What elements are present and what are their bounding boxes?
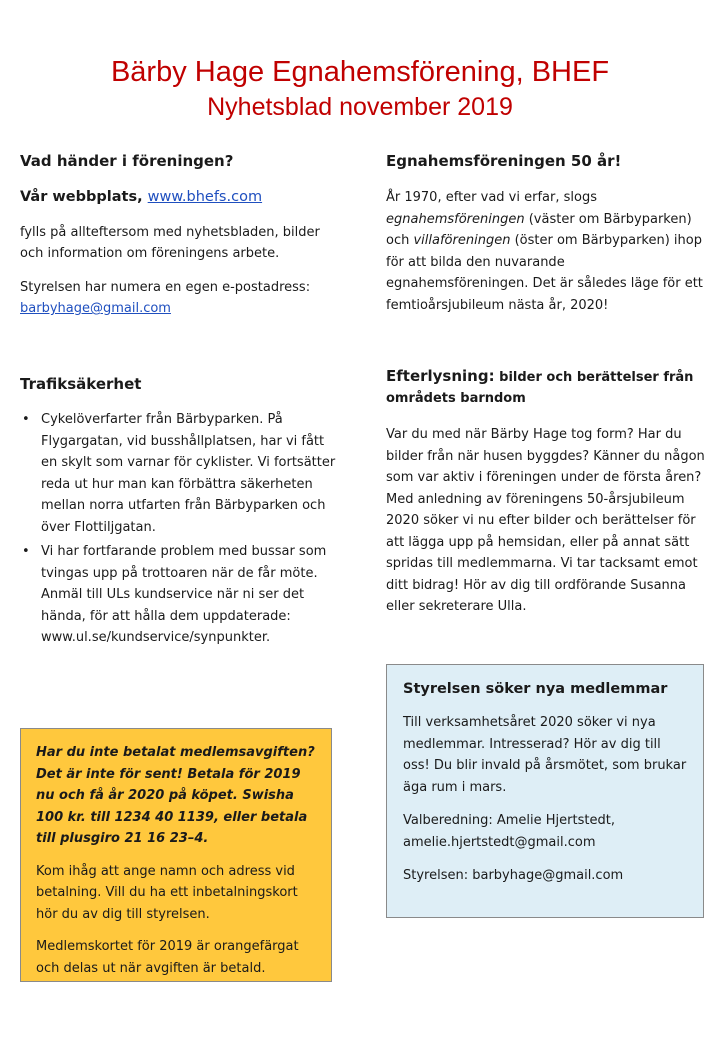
email-intro: Styrelsen har numera en egen e-postadress: bbox=[20, 279, 311, 295]
nomination-committee: Valberedning: Amelie Hjertstedt, bbox=[403, 813, 615, 828]
traffic-list bbox=[20, 409, 338, 649]
text-run: (väster om Bärbyparken) och bbox=[386, 211, 692, 248]
fee-payment-info: Kom ihåg att ange namn och adress vid betalning. Vill du ha ett inbetalningskort hör du av dig till styrelsen. bbox=[36, 863, 298, 922]
text-run: egnahemsföreningen bbox=[386, 211, 525, 227]
section-foreningen bbox=[20, 150, 340, 320]
section-heading: Vad händer i föreningen? bbox=[20, 152, 234, 170]
section-50-ar bbox=[386, 150, 708, 316]
new-members-box bbox=[386, 664, 704, 918]
section-heading: Trafiksäkerhet bbox=[20, 375, 142, 393]
website-description: fylls på allteftersom med nyhetsbladen, bilder och information om föreningens arbete. bbox=[20, 224, 320, 261]
call-for-photos-text: Var du med när Bärby Hage tog form? Har du bilder från när husen byggdes? Känner du någon som var aktiv i föreningen under de första åren? Med anledning av föreningens 50-årsjubileum 2020 söker vi nu efter bilder och berättelser för att lägga upp på hemsidan, eller på annat sätt spridas till medlemmarna. Vi tar tacksamt emot ditt bidrag! Hör av dig till ordförande Susanna eller sekreterare Ulla. bbox=[386, 427, 705, 614]
membership-card-info: Medlemskortet för 2019 är orangefärgat och delas ut när avgiften är betald. bbox=[36, 939, 299, 976]
heading-main: Efterlysning: bbox=[386, 367, 495, 385]
section-heading bbox=[386, 366, 708, 409]
website-line bbox=[20, 187, 340, 209]
anniversary-text bbox=[386, 187, 708, 316]
newsletter-subtitle: Nyhetsblad november 2019 bbox=[207, 93, 513, 121]
fee-reminder: Har du inte betalat medlemsavgiften? Det är inte för sent! Betala för 2019 nu och få år 2020 på köpet. Swisha 100 kr. till 1234 40 1139, eller betala till plusgiro 21 16 23–4. bbox=[36, 745, 315, 846]
membership-fee-box bbox=[20, 728, 332, 982]
nomination-email: amelie.hjertstedt@gmail.com bbox=[403, 834, 596, 850]
email-link[interactable]: barbyhage@gmail.com bbox=[20, 301, 171, 316]
website-prefix: Vår webbplats, bbox=[20, 189, 148, 205]
section-efterlysning bbox=[386, 366, 708, 618]
box-heading: Styrelsen söker nya medlemmar bbox=[403, 681, 668, 697]
heading-rest: bilder och berättelser från områdets barndom bbox=[386, 370, 694, 406]
text-run: (öster om Bärbyparken) ihop för att bilda den nuvarande egnahemsföreningen. Det är således läge för ett femtioårsjubileum nästa år, 2020! bbox=[386, 233, 703, 313]
section-trafiksakerhet bbox=[20, 373, 338, 649]
list-item: • Vi har fortfarande problem med bussar som tvingas upp på trottoaren när de får möte. Anmäl till ULs kundservice när ni ser det hända, för att hålla dem uppdaterade: www.ul.se/kundservice/synpunkter. bbox=[20, 541, 338, 649]
website-link[interactable]: www.bhefs.com bbox=[147, 189, 263, 205]
list-item: • Cykelöverfarter från Bärbyparken. På Flygargatan, vid busshållplatsen, har vi fått en skylt som varnar för cyklister. Vi fortsätter reda ut hur man kan förbättra säkerheten mellan norra utfarten från Bärbyparken och över Flottiljgatan. bbox=[20, 409, 338, 538]
newsletter-title: Bärby Hage Egnahemsförening, BHEF bbox=[110, 56, 610, 88]
text-run: villaföreningen bbox=[413, 233, 511, 248]
new-members-text: Till verksamhetsåret 2020 söker vi nya medlemmar. Intresserad? Hör av dig till oss! Du blir invald på årsmötet, som brukar äga rum i mars. bbox=[403, 715, 687, 795]
section-heading: Egnahemsföreningen 50 år! bbox=[386, 152, 622, 170]
board-email: Styrelsen: barbyhage@gmail.com bbox=[403, 868, 624, 883]
text-run: År 1970, efter vad vi erfar, slogs bbox=[386, 190, 597, 205]
